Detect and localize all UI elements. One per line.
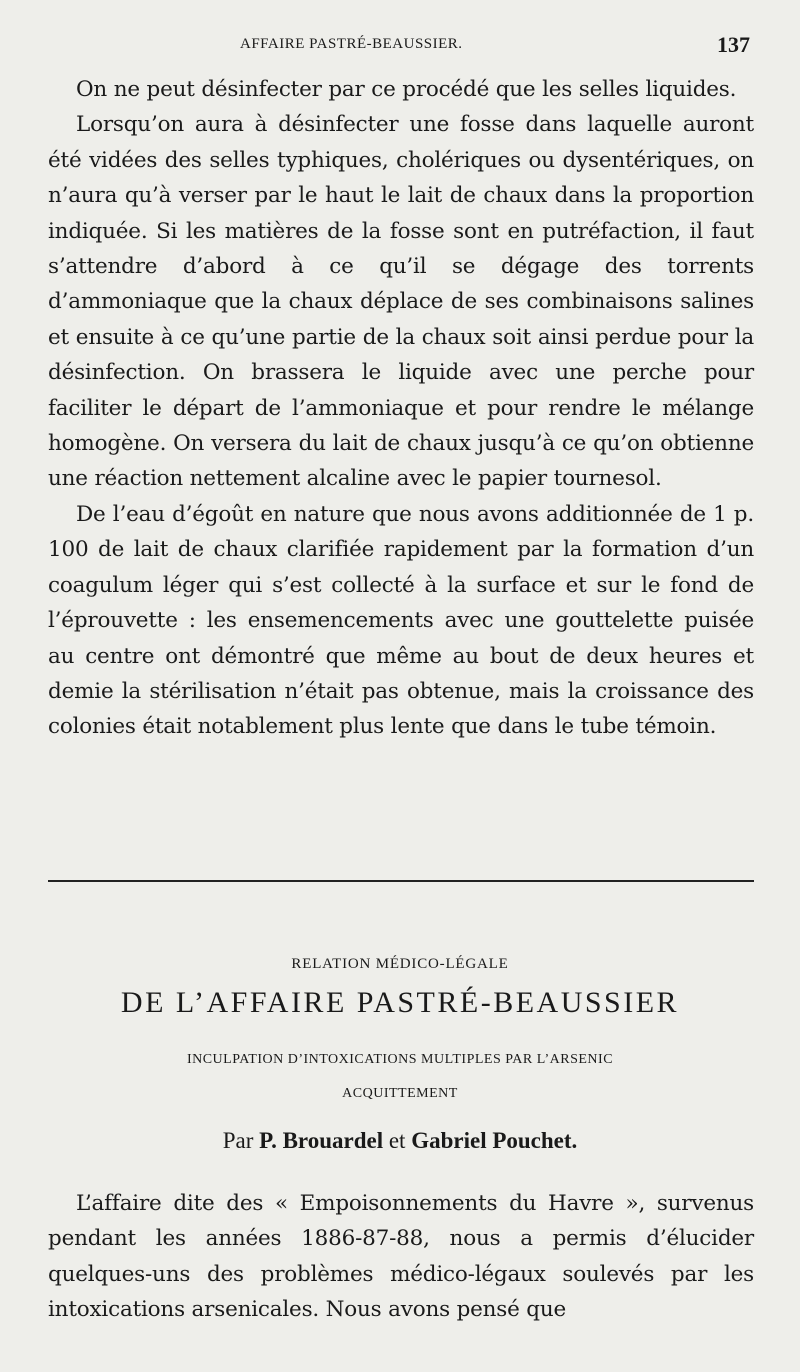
body-text-top [48,72,754,745]
byline-prefix: Par [222,1128,254,1153]
body-text-bottom [48,1186,754,1328]
running-title: AFFAIRE PASTRÉ-BEAUSSIER. [240,36,463,52]
author-2: Gabriel Pouchet. [411,1128,578,1153]
byline-conjunction: et [388,1128,406,1153]
section-verdict: ACQUITTEMENT [342,1086,458,1101]
paragraph-3: De l’eau d’égoût en nature que nous avons additionnée de 1 p. 100 de lait de chaux clarifiée rapidement par la formation d’un coagulum léger qui s’est collecté à la surface et sur le fond de l’éprouvette : les ensemencements avec une gouttelette puisée au centre ont démontré que même au bout de deux heures et demie la stérilisation n’était pas obtenue, mais la croissance des colonies était notablement plus lente que dans le tube témoin. [48,501,754,740]
section-title: DE L’AFFAIRE PASTRÉ-BEAUSSIER [120,986,680,1019]
section-label: RELATION MÉDICO-LÉGALE [291,956,509,972]
author-1: P. Brouardel [259,1128,384,1153]
section-subtitle: INCULPATION D’INTOXICATIONS MULTIPLES PAR L’ARSENIC [186,1052,614,1067]
running-head [50,34,750,58]
paragraph-2: Lorsqu’on aura à désinfecter une fosse dans laquelle auront été vidées des selles typhiques, cholériques ou dysentériques, on n’aura qu’à verser par le haut le lait de chaux dans la proportion indiquée. Si les matières de la fosse sont en putréfaction, il faut s’attendre d’abord à ce qu’il se dégage des torrents d’ammoniaque que la chaux déplace de ses combinaisons salines et ensuite à ce qu’une partie de la chaux soit ainsi perdue pour la désinfection. On brassera le liquide avec une perche pour faciliter le départ de l’ammoniaque et pour rendre le mélange homogène. On versera du lait de chaux jusqu’à ce qu’on obtienne une réaction nettement alcaline avec le papier tournesol. [48,112,754,492]
section-divider [48,880,754,882]
paragraph-1: On ne peut désinfecter par ce procédé que les selles liquides. [76,77,737,102]
byline [0,1128,800,1154]
page-number: 137 [717,32,750,57]
paragraph-intro: L’affaire dite des « Empoisonnements du Havre », survenus pendant les années 1886-87-88, nous a permis d’élucider quelques-uns des problèmes médico-légaux soulevés par les intoxications arsenicales. Nous avons pensé que [48,1191,754,1323]
